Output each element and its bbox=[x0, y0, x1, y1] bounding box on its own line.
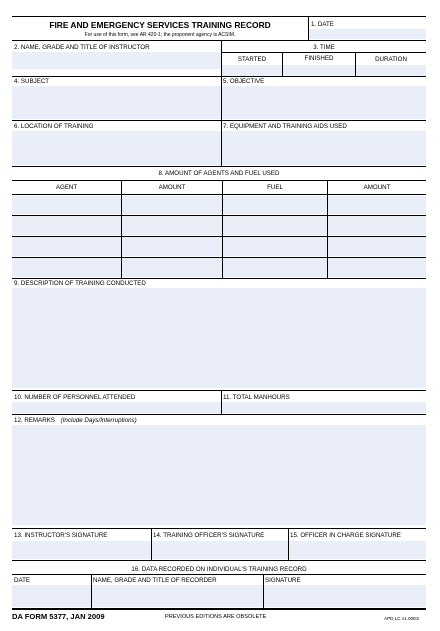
record-date-field[interactable] bbox=[12, 585, 91, 607]
table-cell-amount-4[interactable] bbox=[122, 258, 222, 277]
equipment-field[interactable] bbox=[222, 131, 426, 165]
manhours-field[interactable] bbox=[222, 402, 426, 413]
previous-editions-note: PREVIOUS EDITIONS ARE OBSOLETE bbox=[165, 614, 267, 620]
objective-label: 5. OBJECTIVE bbox=[223, 78, 265, 85]
table-cell-agent-3[interactable] bbox=[12, 237, 121, 256]
instructor-label: 2. NAME, GRADE AND TITLE OF INSTRUCTOR bbox=[14, 44, 150, 51]
equipment-label: 7. EQUIPMENT AND TRAINING AIDS USED bbox=[223, 123, 347, 130]
table-cell-fuel-1[interactable] bbox=[223, 196, 327, 214]
agents-table-header-amount-2: AMOUNT bbox=[363, 184, 391, 191]
personnel-field[interactable] bbox=[12, 402, 221, 413]
location-field[interactable] bbox=[12, 131, 221, 165]
table-cell-fuel-amount-3[interactable] bbox=[328, 237, 426, 256]
agents-table-header-agent: AGENT bbox=[55, 184, 78, 191]
recorder-name-label: NAME, GRADE AND TITLE OF RECORDER bbox=[93, 577, 217, 584]
personnel-label: 10. NUMBER OF PERSONNEL ATTENDED bbox=[14, 394, 136, 401]
duration-label: DURATION bbox=[375, 56, 407, 63]
table-cell-amount-2[interactable] bbox=[122, 216, 222, 235]
remarks-field[interactable] bbox=[12, 425, 426, 525]
form-title: FIRE AND EMERGENCY SERVICES TRAINING RECORD bbox=[49, 20, 271, 30]
started-label: STARTED bbox=[237, 56, 267, 63]
table-cell-fuel-amount-4[interactable] bbox=[328, 258, 426, 277]
description-label: 9. DESCRIPTION OF TRAINING CONDUCTED bbox=[14, 280, 146, 287]
record-date-label: DATE bbox=[14, 577, 31, 584]
remarks-note: (Include Days/Interruptions) bbox=[60, 417, 137, 424]
instructor-signature-field[interactable] bbox=[12, 541, 151, 559]
training-officer-signature-label: 14. TRAINING OFFICER'S SIGNATURE bbox=[153, 532, 265, 539]
agents-table-header-amount: AMOUNT bbox=[158, 184, 186, 191]
recorder-signature-field[interactable] bbox=[264, 585, 426, 607]
officer-in-charge-signature-label: 15. OFFICER IN CHARGE SIGNATURE bbox=[290, 532, 401, 539]
remarks-title: 12. REMARKS bbox=[14, 417, 55, 424]
table-cell-amount-3[interactable] bbox=[122, 237, 222, 256]
table-cell-agent-4[interactable] bbox=[12, 258, 121, 277]
location-label: 6. LOCATION OF TRAINING bbox=[14, 123, 94, 130]
table-cell-fuel-3[interactable] bbox=[223, 237, 327, 256]
recorder-signature-label: SIGNATURE bbox=[265, 577, 301, 584]
date-field[interactable] bbox=[309, 29, 426, 39]
subject-label: 4. SUBJECT bbox=[14, 78, 50, 85]
training-officer-signature-field[interactable] bbox=[152, 541, 288, 559]
data-recorded-label: 16. DATA RECORDED ON INDIVIDUAL'S TRAINING RECORD bbox=[131, 566, 307, 573]
started-field[interactable] bbox=[222, 65, 282, 76]
subject-field[interactable] bbox=[12, 86, 221, 119]
description-field[interactable] bbox=[12, 288, 426, 388]
recorder-name-field[interactable] bbox=[92, 585, 263, 607]
instructor-field[interactable] bbox=[12, 52, 221, 69]
form-number: DA FORM 5377, JAN 2009 bbox=[12, 612, 105, 621]
manhours-label: 11. TOTAL MANHOURS bbox=[223, 394, 290, 401]
finished-field[interactable] bbox=[283, 65, 355, 76]
instructor-signature-label: 13. INSTRUCTOR'S SIGNATURE bbox=[14, 532, 108, 539]
table-cell-fuel-amount-2[interactable] bbox=[328, 216, 426, 235]
form-version: APD LC v1.00ES bbox=[384, 616, 420, 621]
table-cell-fuel-amount-1[interactable] bbox=[328, 196, 426, 214]
table-cell-agent-1[interactable] bbox=[12, 196, 121, 214]
table-cell-fuel-2[interactable] bbox=[223, 216, 327, 235]
remarks-label bbox=[14, 417, 137, 424]
objective-field[interactable] bbox=[222, 86, 426, 119]
date-label: 1. DATE bbox=[311, 21, 334, 28]
duration-field[interactable] bbox=[356, 65, 426, 76]
table-cell-fuel-4[interactable] bbox=[223, 258, 327, 277]
time-label: 3. TIME bbox=[313, 44, 335, 51]
table-cell-agent-2[interactable] bbox=[12, 216, 121, 235]
table-cell-amount-1[interactable] bbox=[122, 196, 222, 214]
form-subtitle: For use of this form, see AR 420-1; the proponent agency is ACSIM. bbox=[84, 32, 236, 38]
finished-label: FINISHED bbox=[304, 55, 334, 62]
agents-table-header-fuel: FUEL bbox=[267, 184, 283, 191]
officer-in-charge-signature-field[interactable] bbox=[289, 541, 426, 559]
agents-fuel-label: 8. AMOUNT OF AGENTS AND FUEL USED bbox=[158, 170, 280, 177]
